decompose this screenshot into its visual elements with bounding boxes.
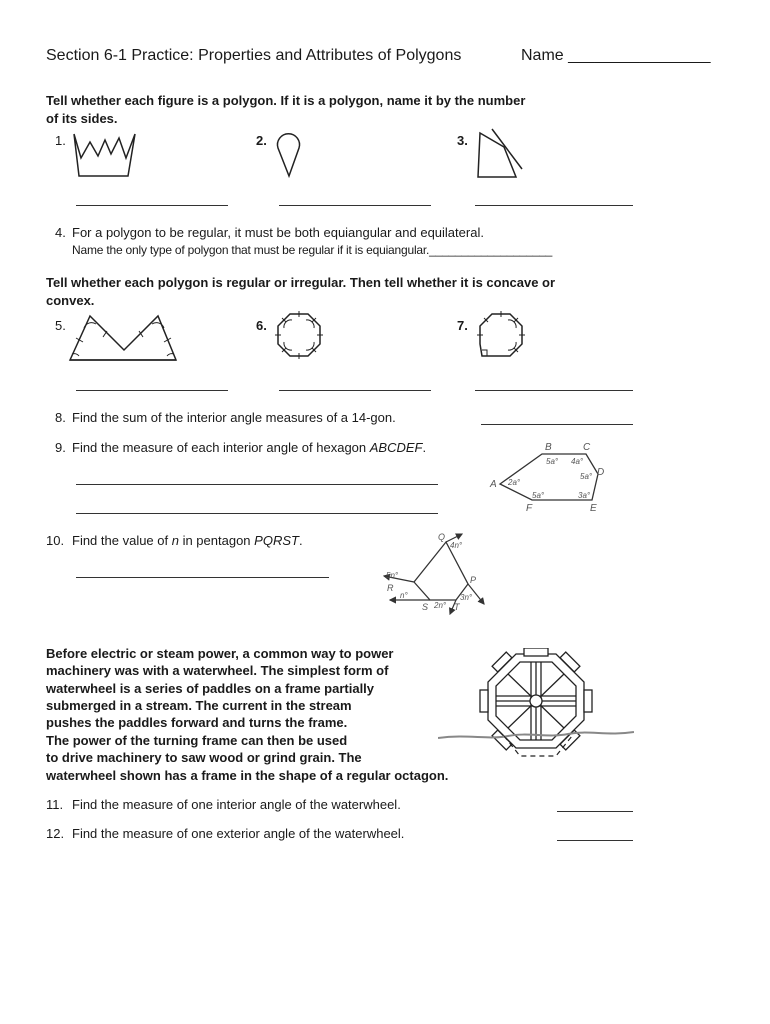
label-B: B xyxy=(545,442,552,453)
answer-line-9a[interactable] xyxy=(76,484,438,485)
item-number-6: 6. xyxy=(256,318,267,333)
angle-B: 5a° xyxy=(546,457,559,466)
answer-line-6[interactable] xyxy=(279,390,431,391)
label-D: D xyxy=(597,467,605,478)
figure-2 xyxy=(270,128,306,180)
angle-F: 5a° xyxy=(532,491,545,500)
q9-text-end: . xyxy=(422,440,427,455)
q12-number: 12. xyxy=(46,826,65,841)
q10-text xyxy=(72,533,303,548)
answer-line-2[interactable] xyxy=(279,205,431,206)
figure-3 xyxy=(470,125,536,181)
waterwheel-line-2: machinery was with a waterwheel. The simplest form of xyxy=(46,663,389,678)
worksheet-title: Section 6-1 Practice: Properties and Attributes of Polygons xyxy=(46,47,462,64)
angle-T: 2n° xyxy=(434,601,447,610)
q4-number: 4. xyxy=(55,225,66,240)
instruction-polygon: Tell whether each figure is a polygon. If it is a polygon, name it by the number xyxy=(46,93,526,108)
hexagon-figure xyxy=(486,438,610,518)
q10-variable: n xyxy=(171,533,179,548)
figure-1 xyxy=(68,128,140,180)
label-P: P xyxy=(470,575,477,585)
waterwheel-line-7: to drive machinery to saw wood or grind grain. The xyxy=(46,750,362,765)
figure-7 xyxy=(474,308,528,362)
label-S: S xyxy=(422,602,429,612)
q9-text-main: Find the measure of each interior angle of hexagon xyxy=(72,440,370,455)
item-number-3: 3. xyxy=(457,133,468,148)
q10-text-end: . xyxy=(298,533,303,548)
q10-pentagon-name: PQRST xyxy=(254,533,299,548)
answer-line-12[interactable] xyxy=(557,840,633,841)
q10-text-mid: in pentagon xyxy=(178,533,255,548)
answer-line-8[interactable] xyxy=(481,424,633,425)
q11-number: 11. xyxy=(46,797,64,812)
q9-hexagon-name: ABCDEF xyxy=(369,440,423,455)
angle-P: 3n° xyxy=(460,593,473,602)
figure-5 xyxy=(66,310,180,366)
waterwheel-line-1: Before electric or steam power, a common way to power xyxy=(46,646,394,661)
q9-text xyxy=(72,440,426,455)
instruction-regular-cont: convex. xyxy=(46,293,95,308)
waterwheel-line-6: The power of the turning frame can then be used xyxy=(46,733,348,748)
item-number-1: 1. xyxy=(55,133,66,148)
q10-text-main: Find the value of xyxy=(72,533,172,548)
label-Q: Q xyxy=(438,532,446,542)
pentagon-figure xyxy=(378,530,490,616)
figure-6 xyxy=(272,308,326,362)
angle-C: 4a° xyxy=(571,457,584,466)
q10-number: 10. xyxy=(46,533,65,548)
name-field-label: Name ________________ xyxy=(521,47,711,64)
angle-R-ext: 5n° xyxy=(386,571,399,580)
instruction-regular: Tell whether each polygon is regular or irregular. Then tell whether it is concave or xyxy=(46,275,556,290)
angle-E: 3a° xyxy=(578,491,591,500)
answer-line-9b[interactable] xyxy=(76,513,438,514)
q9-number: 9. xyxy=(55,440,66,455)
angle-D: 5a° xyxy=(580,472,593,481)
answer-line-3[interactable] xyxy=(475,205,633,206)
label-E: E xyxy=(590,503,597,514)
label-T: T xyxy=(454,602,460,612)
q8-number: 8. xyxy=(55,410,66,425)
angle-A: 2a° xyxy=(508,478,521,487)
label-F: F xyxy=(526,503,533,514)
answer-line-1[interactable] xyxy=(76,205,228,206)
item-number-2: 2. xyxy=(256,133,267,148)
answer-line-7[interactable] xyxy=(475,390,633,391)
q12-text: Find the measure of one exterior angle of the waterwheel. xyxy=(72,826,405,841)
instruction-polygon-cont: of its sides. xyxy=(46,111,118,126)
waterwheel-line-8: waterwheel shown has a frame in the shape of a regular octagon. xyxy=(46,768,449,783)
item-number-5: 5. xyxy=(55,318,66,333)
label-R: R xyxy=(387,583,394,593)
waterwheel-line-3: waterwheel is a series of paddles on a frame partially xyxy=(46,681,375,696)
label-A: A xyxy=(490,479,497,490)
waterwheel-illustration xyxy=(438,648,634,764)
answer-line-5[interactable] xyxy=(76,390,228,391)
q8-text: Find the sum of the interior angle measures of a 14-gon. xyxy=(72,410,396,425)
label-C: C xyxy=(583,442,591,453)
q4-text: For a polygon to be regular, it must be both equiangular and equilateral. xyxy=(72,225,484,240)
answer-line-10[interactable] xyxy=(76,577,329,578)
item-number-7: 7. xyxy=(457,318,468,333)
waterwheel-line-4: submerged in a stream. The current in the stream xyxy=(46,698,352,713)
waterwheel-line-5: pushes the paddles forward and turns the frame. xyxy=(46,715,348,730)
q11-text: Find the measure of one interior angle of the waterwheel. xyxy=(72,797,401,812)
answer-line-11[interactable] xyxy=(557,811,633,812)
q4-prompt: Name the only type of polygon that must be regular if it is equiangular.___________________ xyxy=(72,243,553,257)
angle-S-ext: n° xyxy=(400,591,408,600)
angle-Q: 4n° xyxy=(450,541,463,550)
